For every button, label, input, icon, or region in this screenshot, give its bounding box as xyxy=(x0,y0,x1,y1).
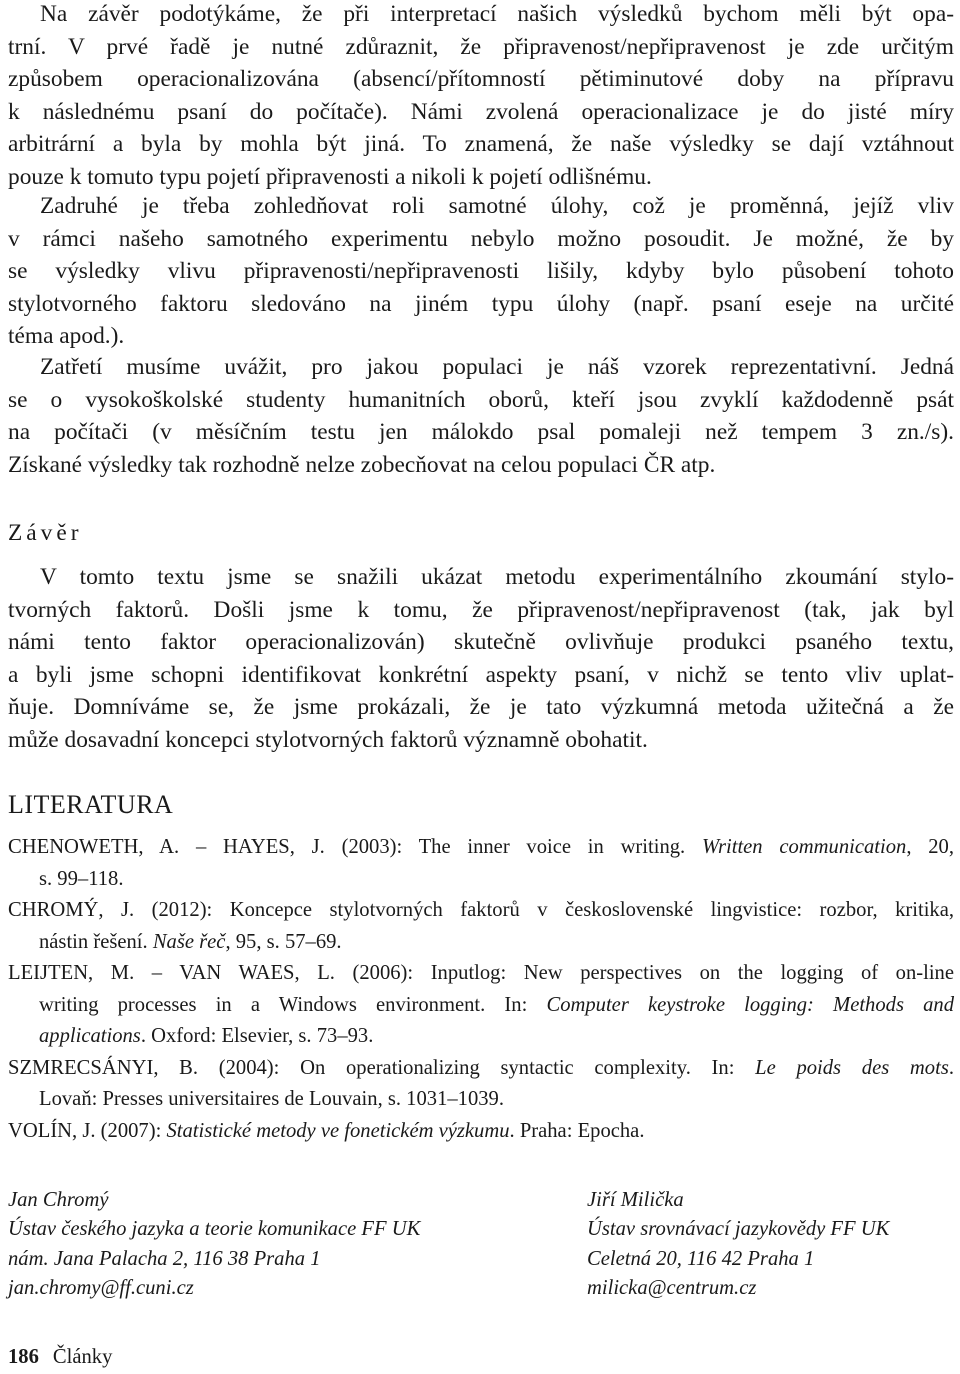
reference-source: Le poids des mots xyxy=(755,1056,949,1079)
author-block xyxy=(8,1186,420,1303)
reference-item xyxy=(8,895,954,958)
text-line: tvorných faktorů. Došli jsme k tomu, že připravenost/nepřipravenost (tak, jak byl xyxy=(8,596,954,623)
reference-line xyxy=(8,832,954,864)
literature-heading: LITERATURA xyxy=(8,790,174,819)
reference-text: nástin řešení. xyxy=(39,930,153,953)
reference-line xyxy=(8,927,954,959)
author-address: Celetná 20, 116 42 Praha 1 xyxy=(587,1247,815,1270)
author-name: Jiří Milička xyxy=(587,1189,684,1211)
text-line: na počítači (v měsíčním testu jen málokdo psal pomaleji než tempem 3 zn./s). xyxy=(8,419,954,446)
reference-item xyxy=(8,958,954,1053)
text-line: pouze k tomuto typu pojetí připravenosti a nikoli k pojetí odlišnému. xyxy=(8,163,652,190)
author-email[interactable]: jan.chromy@ff.cuni.cz xyxy=(8,1276,194,1299)
paragraph-1 xyxy=(8,0,954,194)
text-line: V tomto textu jsme se snažili ukázat metodu experimentálního zkoumání stylo- xyxy=(40,564,954,590)
author-block xyxy=(587,1186,889,1303)
reference-line xyxy=(8,990,954,1022)
reference-item xyxy=(8,832,954,895)
reference-source: Statistické metody ve fonetickém výzkumu xyxy=(166,1119,510,1142)
text-line: může dosavadní koncepci stylotvorných faktorů významně obohatit. xyxy=(8,726,648,753)
reference-text: s. 99–118. xyxy=(39,867,124,890)
paragraph-2 xyxy=(8,190,954,353)
author-email[interactable]: milicka@centrum.cz xyxy=(587,1276,757,1299)
reference-text: CHENOWETH, A. – HAYES, J. (2003): The inner voice in writing. xyxy=(8,836,702,858)
reference-text: SZMRECSÁNYI, B. (2004): On operationalizing syntactic complexity. In: xyxy=(8,1056,756,1079)
reference-source: Written communication xyxy=(701,836,907,858)
author-address: nám. Jana Palacha 2, 116 38 Praha 1 xyxy=(8,1247,321,1270)
reference-source: Naše řeč xyxy=(152,930,226,953)
text-line: stylotvorného faktoru sledováno na jiném typu úlohy (např. psaní eseje na určité xyxy=(8,290,954,317)
reference-text: LEIJTEN, M. – VAN WAES, L. (2006): Inputlog: New perspectives on the logging of on-line xyxy=(8,962,954,984)
author-institute: Ústav českého jazyka a teorie komunikace FF UK xyxy=(8,1218,421,1241)
reference-line xyxy=(8,958,954,990)
section-heading: Závěr xyxy=(8,520,83,546)
paragraph-3 xyxy=(8,351,954,481)
reference-item xyxy=(8,1053,954,1116)
section-name: Články xyxy=(52,1346,113,1368)
page-footer xyxy=(8,1346,112,1369)
text-line: trní. V prvé řadě je nutné zdůraznit, že připravenost/nepřipravenost je zde určitým xyxy=(8,33,954,60)
text-line: Zadruhé je třeba zohledňovat roli samotné úlohy, což je proměnná, jejíž vliv xyxy=(40,193,954,219)
reference-item xyxy=(8,1116,954,1148)
text-line: způsobem operacionalizována (absencí/přítomností pětiminutové doby na přípravu xyxy=(8,66,954,93)
reference-source: applications xyxy=(39,1025,141,1047)
reference-text: , 95, s. 57–69. xyxy=(225,930,342,953)
text-line: ňuje. Domníváme se, že jsme prokázali, že je tato výzkumná metoda užitečná a že xyxy=(8,694,954,721)
reference-text: , 20, xyxy=(906,836,954,858)
conclusion-paragraph xyxy=(8,561,954,757)
text-line: se výsledky vlivu připravenosti/nepřipravenosti lišily, kdyby bylo působení tohoto xyxy=(8,258,954,285)
reference-text: CHROMÝ, J. (2012): Koncepce stylotvorných faktorů v československé lingvistice: rozbor, kritika, xyxy=(8,899,954,921)
reference-line xyxy=(8,1084,954,1116)
reference-text: . xyxy=(948,1056,954,1079)
reference-line xyxy=(8,1021,954,1053)
reference-list xyxy=(8,832,954,1147)
reference-text: VOLÍN, J. (2007): xyxy=(8,1119,167,1142)
reference-text: . Praha: Epocha. xyxy=(509,1119,645,1142)
text-line: téma apod.). xyxy=(8,323,125,350)
author-institute: Ústav srovnávací jazykovědy FF UK xyxy=(587,1218,890,1241)
text-line: Na závěr podotýkáme, že při interpretací našich výsledků bychom měli být opa- xyxy=(40,1,954,27)
text-line: Získané výsledky tak rozhodně nelze zobecňovat na celou populaci ČR atp. xyxy=(8,451,716,478)
page-number: 186 xyxy=(8,1346,39,1368)
author-name: Jan Chromý xyxy=(8,1189,109,1211)
text-line: námi tento faktor operacionalizován) skutečně ovlivňuje produkci psaného textu, xyxy=(8,629,954,656)
text-line: arbitrární a byla by mohla být jiná. To znamená, že naše výsledky se dají vztáhnout xyxy=(8,131,954,158)
reference-line xyxy=(8,1053,954,1085)
reference-line xyxy=(8,864,954,896)
text-line: v rámci našeho samotného experimentu nebylo možno posoudit. Je možné, že by xyxy=(8,225,954,252)
text-line: Zatřetí musíme uvážit, pro jakou populaci je náš vzorek reprezentativní. Jedná xyxy=(40,354,954,380)
text-line: k následnému psaní do počítače). Námi zvolená operacionalizace je do jisté míry xyxy=(8,98,954,125)
reference-line xyxy=(8,1116,954,1148)
reference-line xyxy=(8,895,954,927)
reference-text: writing processes in a Windows environment. In: xyxy=(39,993,547,1016)
reference-text: . Oxford: Elsevier, s. 73–93. xyxy=(140,1025,374,1047)
text-line: a byli jsme schopni identifikovat konkrétní aspekty psaní, v nichž se tento vliv uplat- xyxy=(8,661,954,688)
reference-source: Computer keystroke logging: Methods and xyxy=(546,993,954,1016)
reference-text: Lovaň: Presses universitaires de Louvain, s. 1031–1039. xyxy=(39,1088,504,1110)
text-line: se o vysokoškolské studenty humanitních oborů, kteří jsou zvyklí každodenně psát xyxy=(8,386,954,413)
